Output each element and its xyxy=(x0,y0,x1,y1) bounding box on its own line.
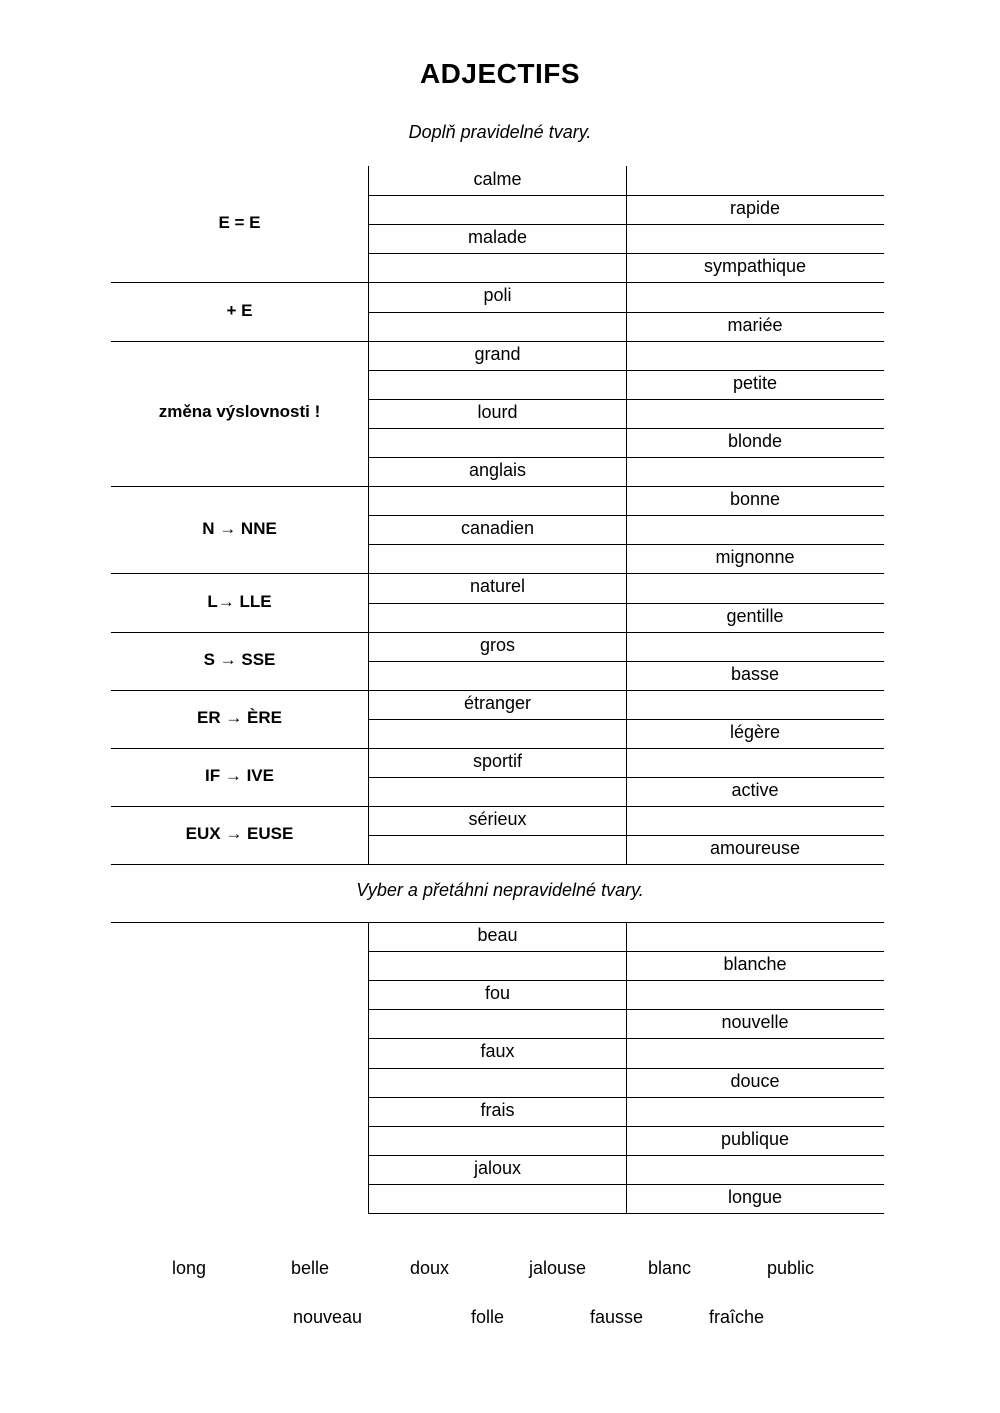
masculine-cell: jaloux xyxy=(473,1158,522,1178)
word-bank-item[interactable]: nouveau xyxy=(293,1307,363,1327)
instruction-irregular: Vyber a přetáhni nepravidelné tvary. xyxy=(356,880,644,900)
masculine-cell: lourd xyxy=(477,402,518,422)
feminine-answer-cell[interactable] xyxy=(626,166,884,195)
masculine-answer-cell[interactable] xyxy=(369,544,626,573)
feminine-cell: active xyxy=(731,780,779,800)
masculine-answer-cell[interactable] xyxy=(369,777,626,806)
feminine-answer-cell[interactable] xyxy=(626,690,884,719)
rule-label: změna výslovnosti ! xyxy=(158,402,321,421)
masculine-cell: fou xyxy=(484,983,511,1003)
rule-label: EUX → EUSE xyxy=(185,824,294,843)
feminine-answer-cell[interactable] xyxy=(626,515,884,544)
feminine-cell: nouvelle xyxy=(721,1012,789,1032)
feminine-drop-cell[interactable] xyxy=(626,922,884,951)
masculine-drop-cell[interactable] xyxy=(369,1126,626,1155)
feminine-cell: blanche xyxy=(723,954,787,974)
feminine-drop-cell[interactable] xyxy=(626,980,884,1009)
table-rule-line xyxy=(368,1213,884,1214)
rule-label: + E xyxy=(226,301,253,320)
masculine-answer-cell[interactable] xyxy=(369,835,626,864)
feminine-cell: petite xyxy=(732,373,778,393)
feminine-cell: mariée xyxy=(727,315,783,335)
masculine-cell: naturel xyxy=(469,576,526,596)
feminine-answer-cell[interactable] xyxy=(626,806,884,835)
feminine-cell: amoureuse xyxy=(709,838,801,858)
masculine-cell: poli xyxy=(483,285,512,305)
masculine-cell: calme xyxy=(473,169,522,189)
feminine-drop-cell[interactable] xyxy=(626,1097,884,1126)
feminine-answer-cell[interactable] xyxy=(626,399,884,428)
feminine-drop-cell[interactable] xyxy=(626,1155,884,1184)
masculine-cell: grand xyxy=(474,344,521,364)
feminine-answer-cell[interactable] xyxy=(626,573,884,602)
feminine-cell: sympathique xyxy=(703,256,807,276)
rule-label: E = E xyxy=(218,213,261,232)
rule-label: N → NNE xyxy=(202,519,277,538)
masculine-cell: faux xyxy=(480,1041,515,1061)
word-bank-item[interactable]: belle xyxy=(291,1258,330,1278)
table-column-line xyxy=(626,166,627,864)
rule-label: L→ LLE xyxy=(207,592,272,611)
feminine-cell: basse xyxy=(730,664,780,684)
masculine-cell: gros xyxy=(479,635,515,655)
masculine-cell: sportif xyxy=(472,751,523,771)
masculine-cell: étranger xyxy=(463,693,532,713)
feminine-answer-cell[interactable] xyxy=(626,282,884,311)
masculine-answer-cell[interactable] xyxy=(369,195,626,224)
feminine-cell: douce xyxy=(730,1071,780,1091)
masculine-cell: frais xyxy=(480,1100,515,1120)
feminine-cell: mignonne xyxy=(715,547,795,567)
masculine-answer-cell[interactable] xyxy=(369,312,626,341)
page-title: ADJECTIFS xyxy=(419,58,581,89)
word-bank-item[interactable]: blanc xyxy=(648,1258,692,1278)
feminine-cell: blonde xyxy=(727,431,783,451)
masculine-drop-cell[interactable] xyxy=(369,1068,626,1097)
word-bank-item[interactable]: jalouse xyxy=(529,1258,587,1278)
table-rule-line xyxy=(111,864,884,865)
word-bank-item[interactable]: public xyxy=(767,1258,815,1278)
masculine-answer-cell[interactable] xyxy=(369,661,626,690)
table-column-line xyxy=(626,922,627,1213)
feminine-cell: légère xyxy=(729,722,781,742)
masculine-answer-cell[interactable] xyxy=(369,253,626,282)
word-bank-item[interactable]: doux xyxy=(410,1258,450,1278)
masculine-answer-cell[interactable] xyxy=(369,370,626,399)
masculine-cell: canadien xyxy=(460,518,535,538)
rule-label: S → SSE xyxy=(203,650,276,669)
word-bank-item[interactable]: long xyxy=(172,1258,207,1278)
table-column-line xyxy=(368,922,369,1213)
masculine-drop-cell[interactable] xyxy=(369,1184,626,1213)
feminine-cell: gentille xyxy=(726,606,784,626)
masculine-drop-cell[interactable] xyxy=(369,1009,626,1038)
masculine-answer-cell[interactable] xyxy=(369,428,626,457)
masculine-cell: sérieux xyxy=(468,809,527,829)
word-bank-item[interactable]: fausse xyxy=(590,1307,644,1327)
feminine-answer-cell[interactable] xyxy=(626,457,884,486)
feminine-cell: longue xyxy=(727,1187,783,1207)
masculine-answer-cell[interactable] xyxy=(369,486,626,515)
word-bank-item[interactable]: fraîche xyxy=(709,1307,765,1327)
instruction-regular: Doplň pravidelné tvary. xyxy=(408,122,592,142)
masculine-answer-cell[interactable] xyxy=(369,603,626,632)
feminine-cell: rapide xyxy=(729,198,781,218)
masculine-drop-cell[interactable] xyxy=(369,951,626,980)
masculine-cell: beau xyxy=(477,925,518,945)
masculine-answer-cell[interactable] xyxy=(369,719,626,748)
feminine-cell: bonne xyxy=(729,489,781,509)
feminine-drop-cell[interactable] xyxy=(626,1038,884,1067)
feminine-cell: publique xyxy=(720,1129,790,1149)
feminine-answer-cell[interactable] xyxy=(626,341,884,370)
table-column-line xyxy=(368,166,369,864)
masculine-cell: malade xyxy=(467,227,528,247)
rule-label: ER → ÈRE xyxy=(196,708,283,727)
rule-label: IF → IVE xyxy=(205,766,274,785)
feminine-answer-cell[interactable] xyxy=(626,224,884,253)
feminine-answer-cell[interactable] xyxy=(626,748,884,777)
feminine-answer-cell[interactable] xyxy=(626,632,884,661)
word-bank-item[interactable]: folle xyxy=(471,1307,505,1327)
masculine-cell: anglais xyxy=(468,460,527,480)
